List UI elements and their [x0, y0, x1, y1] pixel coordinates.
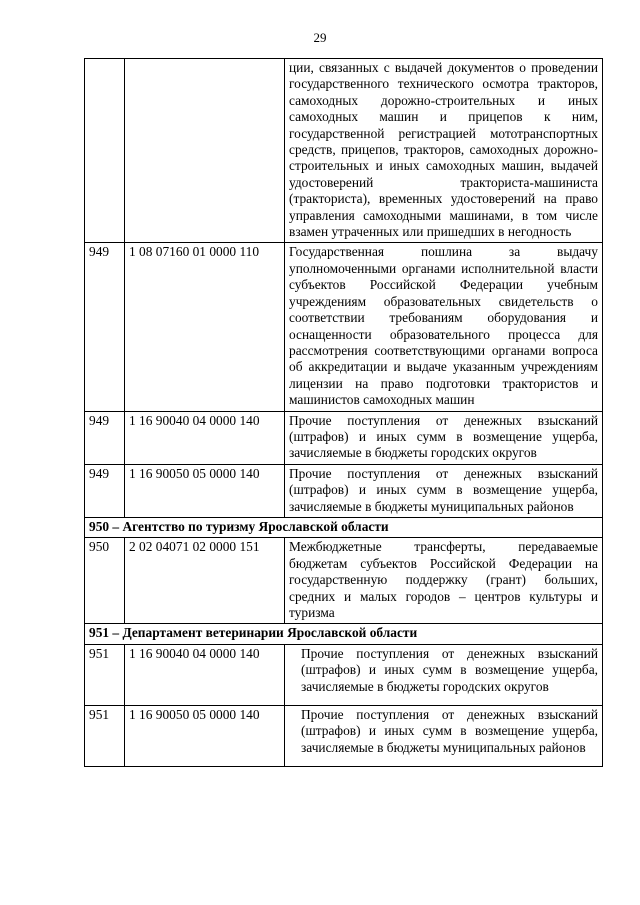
- description-cell: Государственная пошлина за выдачу уполномоченными органами исполнительной власти субъектов Российской Федерации учебным учреждениям образовательных свидетельств о соответствии требованиям оборудования и оснащенности образовательного процесса для рассмотрения соответствующими органами вопроса об аккредитации и выдаче указанным учреждениям лицензии на право подготовки трактористов и машинистов самоходных машин: [285, 243, 603, 411]
- table-row: [85, 538, 603, 624]
- section-header-row: [85, 517, 603, 537]
- budget-code-cell: 2 02 04071 02 0000 151: [125, 538, 285, 624]
- revenue-codes-table: [84, 58, 603, 767]
- table-row: [85, 464, 603, 517]
- budget-code-cell: 1 16 90040 04 0000 140: [125, 644, 285, 705]
- budget-code-cell: 1 08 07160 01 0000 110: [125, 243, 285, 411]
- description-cell: ции, связанных с выдачей документов о проведении государственного технического осмотра тракторов, самоходных дорожно-строительных и иных самоходных машин и прицепов к ним, государственной регистрацией мототранспортных средств, прицепов, тракторов, самоходных дорожно-строительных и иных самоходных машин, выдачей удостоверений тракториста-машиниста (тракториста), временных удостоверений на право управления самоходными машинами, в том числе взамен утраченных или пришедших в негодность: [285, 59, 603, 243]
- section-title: 950 – Агентство по туризму Ярославской области: [85, 517, 603, 537]
- admin-code-cell: 949: [85, 243, 125, 411]
- section-header-row: [85, 624, 603, 644]
- admin-code-cell: [85, 59, 125, 243]
- table-row: [85, 411, 603, 464]
- page-number: 29: [313, 30, 327, 45]
- description-cell: Прочие поступления от денежных взысканий (штрафов) и иных сумм в возмещение ущерба, зачисляемые в бюджеты городских округов: [285, 411, 603, 464]
- table-row: [85, 706, 603, 767]
- budget-code-cell: 1 16 90050 05 0000 140: [125, 706, 285, 767]
- table-row: [85, 644, 603, 705]
- admin-code-cell: 951: [85, 644, 125, 705]
- description-cell: Прочие поступления от денежных взысканий (штрафов) и иных сумм в возмещение ущерба, зачисляемые в бюджеты муниципальных районов: [285, 706, 603, 767]
- description-cell: Прочие поступления от денежных взысканий (штрафов) и иных сумм в возмещение ущерба, зачисляемые в бюджеты городских округов: [285, 644, 603, 705]
- table-row: [85, 59, 603, 243]
- admin-code-cell: 950: [85, 538, 125, 624]
- section-title: 951 – Департамент ветеринарии Ярославской области: [85, 624, 603, 644]
- admin-code-cell: 949: [85, 464, 125, 517]
- table-row: [85, 243, 603, 411]
- budget-code-cell: [125, 59, 285, 243]
- description-cell: Межбюджетные трансферты, передаваемые бюджетам субъектов Российской Федерации на государственную поддержку (грант) больших, средних и малых городов – центров культуры и туризма: [285, 538, 603, 624]
- table-body: [85, 59, 603, 767]
- budget-code-cell: 1 16 90040 04 0000 140: [125, 411, 285, 464]
- budget-code-cell: 1 16 90050 05 0000 140: [125, 464, 285, 517]
- description-cell: Прочие поступления от денежных взысканий (штрафов) и иных сумм в возмещение ущерба, зачисляемые в бюджеты муниципальных районов: [285, 464, 603, 517]
- admin-code-cell: 949: [85, 411, 125, 464]
- admin-code-cell: 951: [85, 706, 125, 767]
